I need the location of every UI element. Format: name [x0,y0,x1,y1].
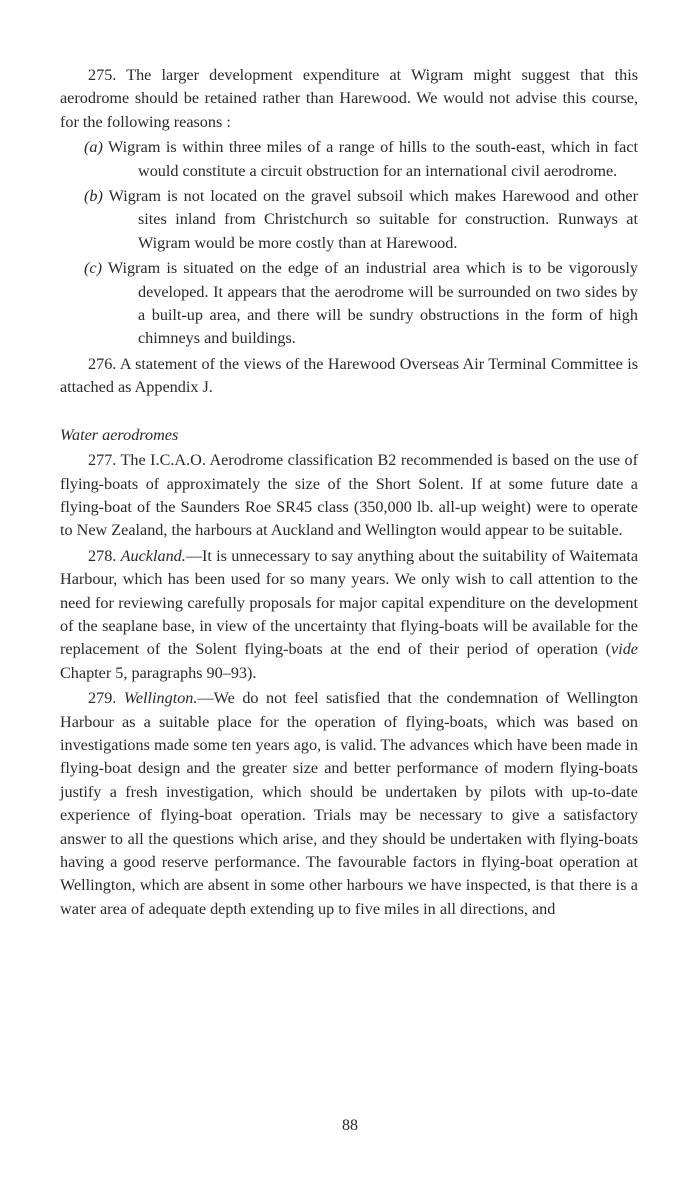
paragraph-text: The I.C.A.O. Aerodrome classification B2 recommended is based on the use of flying-boats of approximately the size of the Short Solent. If at some future date a flying-boat of the Saunders Roe SR45 class (350,000 lb. all-up weight) were to operate to New Zealand, the harbours at Auckland and Wellington would appear to be suitable. [60,451,638,540]
item-text: Wigram is not located on the gravel subsoil which makes Harewood and other sites inland from Christchurch so suitable for construction. Runways at Wigram would be more costly than at Harewood. [108,187,639,252]
paragraph-275 [60,64,638,134]
paragraph-276 [60,353,638,400]
paragraph-title: Wellington. [123,689,198,708]
reason-b [60,185,638,255]
item-text: Wigram is situated on the edge of an industrial area which is to be vigorously developed. It appears that the aerodrome will be surrounded on two sides by a built-up area, and there will be sundry obstructions in the form of high chimneys and buildings. [107,259,638,348]
paragraph-number: 276. [88,354,117,373]
vide-word: vide [611,640,638,659]
paragraph-number: 277. [88,451,117,470]
reason-c [60,257,638,351]
paragraph-279 [60,687,638,921]
paragraph-text-end: Chapter 5, paragraphs 90–93). [60,663,257,682]
paragraph-277 [60,449,638,543]
paragraph-text: A statement of the views of the Harewood Overseas Air Terminal Committee is attached as Appendix J. [60,354,639,397]
paragraph-number: 279. [88,689,117,708]
body-text [60,64,638,921]
item-text: Wigram is within three miles of a range of hills to the south-east, which in fact would constitute a circuit obstruction for an international civil aerodrome. [108,138,638,180]
reason-a [60,136,638,183]
item-label: (c) [84,259,102,278]
paragraph-text: The larger development expenditure at Wigram might suggest that this aerodrome should be retained rather than Harewood. We would not advise this course, for the following reasons : [60,66,638,131]
paragraph-text: —It is unnecessary to say anything about the suitability of Waitemata Harbour, which has been used for so many years. We only wish to call attention to the need for reviewing carefully proposals for major capital expenditure on the development of the seaplane base, in view of the uncertainty that flying-boats will be available for the replacement of the Solent flying-boats at the end of their period of operation ( [60,546,639,659]
page-number: 88 [342,1117,358,1134]
paragraph-number: 278. [88,546,117,565]
item-label: (b) [84,187,103,206]
item-label: (a) [84,138,103,157]
paragraph-278 [60,545,638,685]
section-heading: Water aerodromes [60,425,179,444]
paragraph-number: 275. [88,66,117,84]
paragraph-text: —We do not feel satisfied that the condemnation of Wellington Harbour as a suitable place for the operation of flying-boats, which was based on investigations made some ten years ago, is valid. The advances which have been made in flying-boat design and the greater size and better performance of modern flying-boats justify a fresh investigation, which should be undertaken by pilots with up-to-date experience of flying-boat operation. Trials may be necessary to give a satisfactory answer to all the questions which arise, and they should be undertaken with flying-boats having a good reserve performance. The favourable factors in flying-boat operation at Wellington, which are absent in some other harbours we have inspected, is that there is a water area of adequate depth extending up to five miles in all directions, and [60,689,639,918]
paragraph-title: Auckland. [120,546,186,565]
